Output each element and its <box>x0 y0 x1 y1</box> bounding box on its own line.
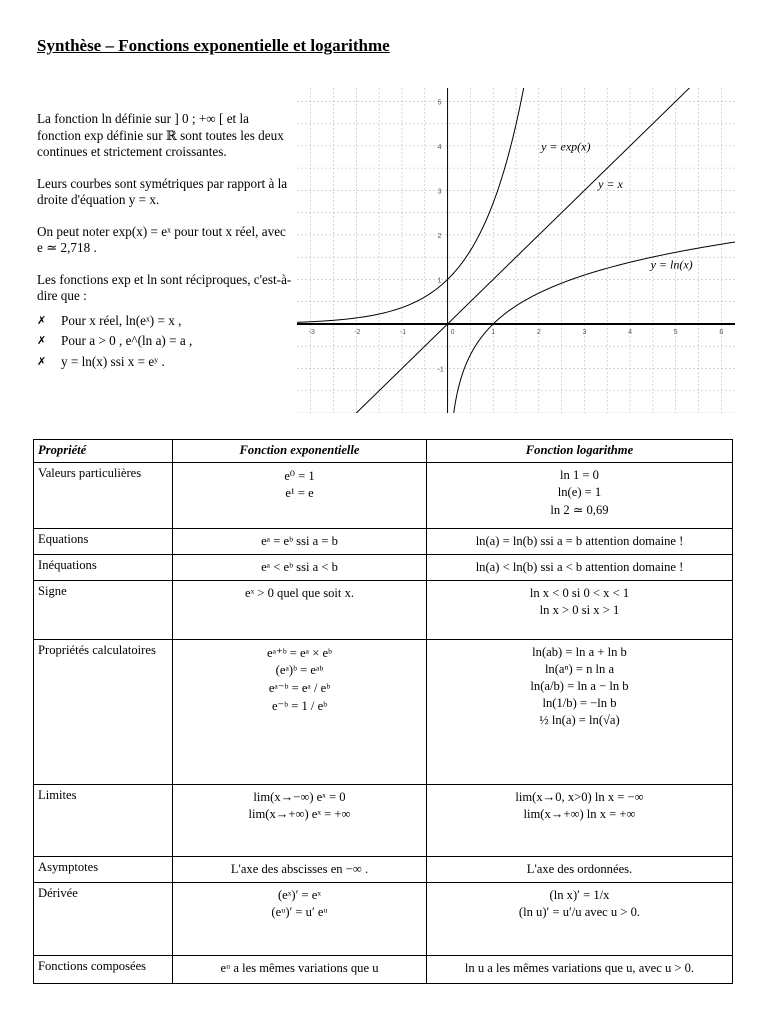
identity-line <box>334 88 712 413</box>
formula: ln(a) = ln(b) ssi a = b attention domaine ! <box>475 534 684 548</box>
formula: ln u a les mêmes variations que u, avec u > 0. <box>464 961 695 975</box>
formula: ½ ln(a) = ln(√a) <box>539 713 620 727</box>
formula: eᵃ⁺ᵇ = eᵃ × eᵇ <box>267 646 332 660</box>
row-label: Signe <box>34 581 173 640</box>
cell-exp <box>173 956 427 984</box>
exp-curve <box>297 88 527 322</box>
formula: ln x > 0 si x > 1 <box>539 603 620 617</box>
formula: e⁰ = 1 <box>284 469 315 483</box>
y-tick-label: 5 <box>437 99 442 107</box>
formula: L'axe des ordonnées. <box>526 862 633 876</box>
formula: (eˣ)′ = eˣ <box>277 888 321 902</box>
x-tick-label: 4 <box>628 328 632 336</box>
formula: e¹ = e <box>285 486 314 500</box>
formula: ln x < 0 si 0 < x < 1 <box>529 586 630 600</box>
formula: e⁻ᵇ = 1 / eᵇ <box>271 699 328 713</box>
cross-icon: ✗ <box>37 355 47 368</box>
y-tick-label: -1 <box>437 366 444 374</box>
synthesis-table <box>33 439 733 984</box>
cell-ln <box>427 857 733 883</box>
formula: ln(aⁿ) = n ln a <box>544 662 615 676</box>
intro-p2: Leurs courbes sont symétriques par rapport à la droite d'équation y = x. <box>37 175 288 207</box>
cell-ln <box>427 463 733 529</box>
cell-exp <box>173 857 427 883</box>
formula: eᵃ⁻ᵇ = eᵃ / eᵇ <box>268 681 331 695</box>
x-tick-label: 5 <box>673 328 678 336</box>
x-tick-label: 2 <box>536 328 541 336</box>
y-tick-label: 2 <box>437 232 442 240</box>
formula: (eᵃ)ᵇ = eᵃᵇ <box>275 663 324 677</box>
table-row <box>34 883 733 956</box>
table-row <box>34 956 733 984</box>
cell-ln <box>427 555 733 581</box>
table-row <box>34 581 733 640</box>
row-label: Fonctions composées <box>34 956 173 984</box>
page-title: Synthèse – Fonctions exponentielle et logarithme <box>37 36 390 55</box>
series-label: y = ln(x) <box>650 257 693 272</box>
x-tick-label: -2 <box>354 328 361 336</box>
cell-ln <box>427 956 733 984</box>
x-tick-label: -1 <box>399 328 407 336</box>
row-label: Dérivée <box>34 883 173 956</box>
row-label: Asymptotes <box>34 857 173 883</box>
cell-ln <box>427 529 733 555</box>
cell-exp <box>173 529 427 555</box>
header-ln: Fonction logarithme <box>427 440 733 463</box>
intro-p4: Les fonctions exp et ln sont réciproques, c'est-à-dire que : <box>37 271 292 303</box>
formula: eᵃ < eᵇ ssi a < b <box>261 560 338 574</box>
row-label: Limites <box>34 785 173 857</box>
cell-ln <box>427 640 733 785</box>
cell-ln <box>427 785 733 857</box>
bullet-item <box>37 354 295 371</box>
x-tick-label: 3 <box>582 328 587 336</box>
x-tick-label: -3 <box>308 328 315 336</box>
function-graph <box>297 88 735 413</box>
table-row <box>34 529 733 555</box>
table-row <box>34 555 733 581</box>
intro-p1: La fonction ln définie sur ] 0 ; +∞ [ et la fonction exp définie sur ℝ sont toutes les deux continues et strictement croissantes. <box>37 111 284 159</box>
formula: eˣ > 0 quel que soit x. <box>244 586 355 600</box>
cell-exp <box>173 785 427 857</box>
bullet-item <box>37 333 295 350</box>
row-label: Inéquations <box>34 555 173 581</box>
bullet-text: Pour a > 0 , e^(ln a) = a , <box>61 333 193 348</box>
series-label: y = x <box>598 177 623 192</box>
formula: (ln x)′ = 1/x <box>549 888 610 902</box>
x-tick-label: 6 <box>719 328 724 336</box>
formula: L'axe des abscisses en −∞ . <box>230 862 369 876</box>
formula: ln(1/b) = −ln b <box>542 696 617 710</box>
intro-text <box>37 111 295 374</box>
formula: lim(x→+∞) eˣ = +∞ <box>248 807 351 821</box>
x-tick-label: 1 <box>491 328 496 336</box>
cell-exp <box>173 581 427 640</box>
formula: lim(x→−∞) eˣ = 0 <box>253 790 346 804</box>
cross-icon: ✗ <box>37 314 47 327</box>
cell-exp <box>173 640 427 785</box>
row-label: Valeurs particulières <box>34 463 173 529</box>
formula: (ln u)′ = u′/u avec u > 0. <box>518 905 641 919</box>
formula: ln 2 ≃ 0,69 <box>550 503 609 517</box>
header-property: Propriété <box>34 440 173 463</box>
y-tick-label: 4 <box>437 143 442 151</box>
formula: ln(ab) = ln a + ln b <box>532 645 627 659</box>
formula: ln(e) = 1 <box>557 485 602 499</box>
header-exp: Fonction exponentielle <box>173 440 427 463</box>
formula: ln(a) < ln(b) ssi a < b attention domaine ! <box>475 560 684 574</box>
formula: ln(a/b) = ln a − ln b <box>530 679 629 693</box>
bullet-text: Pour x réel, ln(eˣ) = x , <box>61 312 182 328</box>
formula: (eᵘ)′ = u′ eᵘ <box>271 905 328 919</box>
bullet-text: y = ln(x) ssi x = eʸ . <box>61 353 165 369</box>
formula: lim(x→+∞) ln x = +∞ <box>523 807 636 821</box>
cell-exp <box>173 555 427 581</box>
series-label: y = exp(x) <box>541 139 591 154</box>
x-tick-label: 0 <box>450 328 455 336</box>
row-label: Propriétés calculatoires <box>34 640 173 785</box>
intro-p3: On peut noter exp(x) = eˣ pour tout x réel, avec e ≃ 2,718 . <box>37 223 286 255</box>
row-label: Equations <box>34 529 173 555</box>
table-header-row <box>34 440 733 463</box>
y-tick-label: 1 <box>437 277 442 285</box>
formula: eᵃ = eᵇ ssi a = b <box>261 534 338 548</box>
formula: ln 1 = 0 <box>560 468 599 482</box>
cell-ln <box>427 581 733 640</box>
y-tick-label: 3 <box>437 188 442 196</box>
table-row <box>34 785 733 857</box>
table-row <box>34 640 733 785</box>
table-row <box>34 857 733 883</box>
cell-ln <box>427 883 733 956</box>
cross-icon: ✗ <box>37 335 47 347</box>
cell-exp <box>173 883 427 956</box>
table-row <box>34 463 733 529</box>
formula: lim(x→0, x>0) ln x = −∞ <box>515 790 644 804</box>
cell-exp <box>173 463 427 529</box>
bullet-item <box>37 313 295 330</box>
formula: eᵘ a les mêmes variations que u <box>220 961 379 975</box>
